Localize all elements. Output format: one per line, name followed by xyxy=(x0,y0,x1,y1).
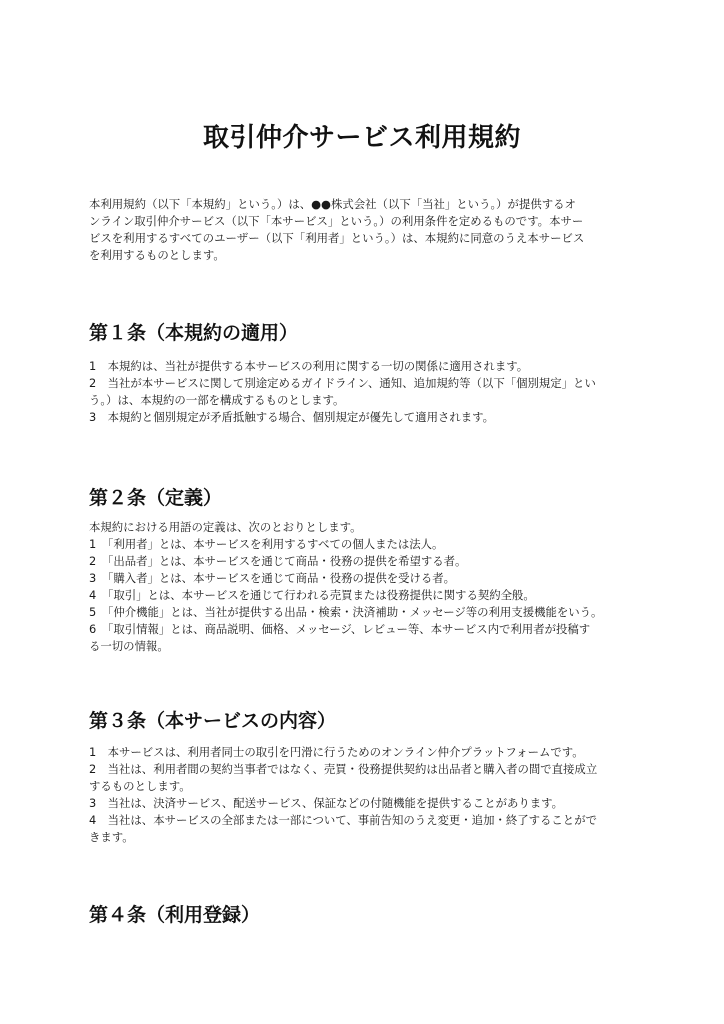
article-line: 2 当社が本サービスに関して別途定めるガイドライン、通知、追加規約等（以下「個別規定」とい xyxy=(89,376,596,390)
article-1-body xyxy=(89,358,635,426)
article-4-heading: 第４条（利用登録） xyxy=(89,904,261,926)
article-line: う。）は、本規約の一部を構成するものとします。 xyxy=(89,393,345,407)
article-line: 1 本規約は、当社が提供する本サービスの利用に関する一切の関係に適用されます。 xyxy=(89,359,529,373)
intro-line: ビスを利用するすべてのユーザー（以下「利用者」という。）は、本規約に同意のうえ本サービス xyxy=(89,231,585,245)
article-1-heading: 第１条（本規約の適用） xyxy=(89,322,299,344)
article-line: る一切の情報。 xyxy=(89,639,169,653)
article-2-heading: 第２条（定義） xyxy=(89,487,223,509)
article-line: 4 「取引」とは、本サービスを通じて行われる売買または役務提供に関する契約全般。 xyxy=(89,588,535,602)
article-line: 6 「取引情報」とは、商品説明、価格、メッセージ、レビュー等、本サービス内で利用者が投稿す xyxy=(89,622,591,636)
article-line: 3 当社は、決済サービス、配送サービス、保証などの付随機能を提供することがあります。 xyxy=(89,796,564,810)
article-3-body xyxy=(89,744,635,846)
article-line: するものとします。 xyxy=(89,779,191,793)
intro-line: ンライン取引仲介サービス（以下「本サービス」という。）の利用条件を定めるものです。本サー xyxy=(89,214,584,228)
article-line: 1 本サービスは、利用者同士の取引を円滑に行うためのオンライン仲介プラットフォームです。 xyxy=(89,745,584,759)
intro-line: 本利用規約（以下「本規約」という。）は、●●株式会社（以下「当社」という。）が提供するオ xyxy=(89,197,576,211)
intro-line: を利用するものとします。 xyxy=(89,248,225,262)
article-line: 3 「購入者」とは、本サービスを通じて商品・役務の提供を受ける者。 xyxy=(89,571,456,585)
article-2-body xyxy=(89,519,635,655)
article-line: 2 当社は、利用者間の契約当事者ではなく、売買・役務提供契約は出品者と購入者の間で直接成立 xyxy=(89,762,598,776)
article-line: 4 当社は、本サービスの全部または一部について、事前告知のうえ変更・追加・終了することがで xyxy=(89,813,597,827)
article-line: 2 「出品者」とは、本サービスを通じて商品・役務の提供を希望する者。 xyxy=(89,554,467,568)
article-3-heading: 第３条（本サービスの内容） xyxy=(89,710,337,732)
intro-paragraph xyxy=(89,196,635,264)
article-line: きます。 xyxy=(89,830,134,844)
article-line: 1 「利用者」とは、本サービスを利用するすべての個人または法人。 xyxy=(89,537,444,551)
article-line: 5 「仲介機能」とは、当社が提供する出品・検索・決済補助・メッセージ等の利用支援機能をいう。 xyxy=(89,605,603,619)
document-title: 取引仲介サービス利用規約 xyxy=(202,123,521,153)
article-line: 3 本規約と個別規定が矛盾抵触する場合、個別規定が優先して適用されます。 xyxy=(89,410,495,424)
article-line: 本規約における用語の定義は、次のとおりとします。 xyxy=(89,520,362,534)
